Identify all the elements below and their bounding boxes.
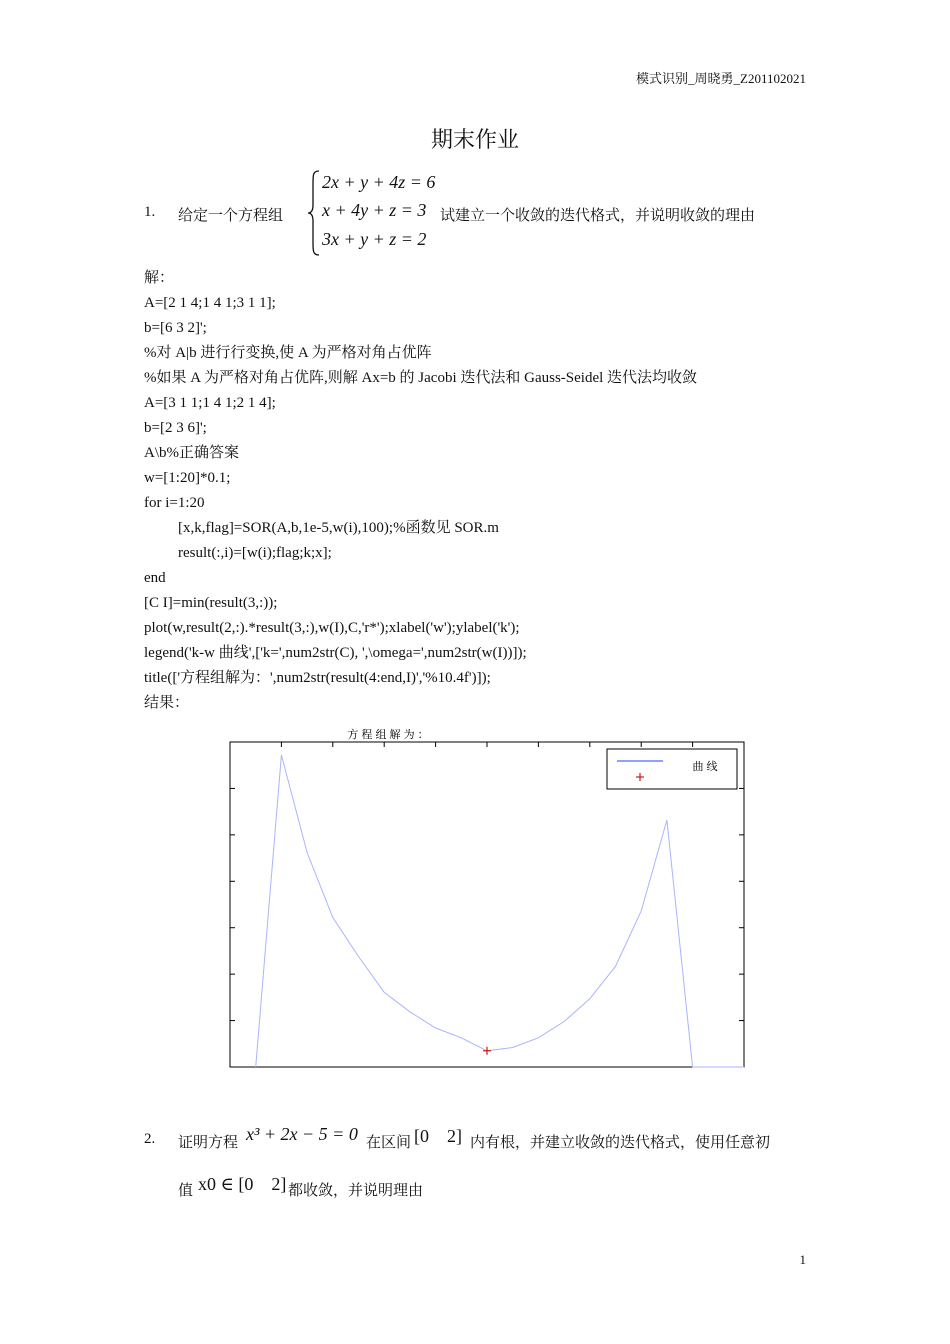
series-line (256, 755, 744, 1067)
code-line: A\b%正确答案 (144, 445, 239, 461)
question-2-number: 2. (144, 1131, 156, 1147)
code-line: result(:,i)=[w(i);flag;k;x]; (178, 545, 332, 561)
code-line: b=[2 3 6]'; (144, 420, 207, 436)
equation-brace (307, 169, 321, 257)
question-2-equation: x³ + 2x − 5 = 0 (246, 1124, 358, 1144)
code-line: for i=1:20 (144, 495, 205, 511)
code-line: [x,k,flag]=SOR(A,b,1e-5,w(i),100);%函数见 SOR.m (178, 520, 499, 536)
chart-title: 方 程 组 解 为 ： (347, 729, 429, 741)
question-2-lead: 证明方程 (178, 1135, 239, 1151)
legend-label: 曲 线 (692, 761, 718, 773)
question-2-post: 内有根，并建立收敛的迭代格式，使用任意初 (470, 1135, 771, 1151)
code-line: legend('k-w 曲线',['k=',num2str(C), ',\omega=',num2str(w(I))]); (144, 645, 527, 661)
result-chart (228, 720, 748, 1076)
result-label: 结果： (144, 695, 190, 711)
code-line: title(['方程组解为：',num2str(result(4:end,I)','%10.4f')]); (144, 670, 491, 686)
question-2-mid: 在区间 (366, 1135, 412, 1151)
equation-1: 2x + y + 4z = 6 (322, 172, 436, 192)
question-1-number: 1. (144, 204, 156, 220)
question-2-line2-pre: 值 (178, 1183, 194, 1199)
question-2-interval: [0 2] (414, 1126, 462, 1146)
question-1-tail: 试建立一个收敛的迭代格式，并说明收敛的理由 (440, 208, 756, 224)
equation-2: x + 4y + z = 3 (322, 200, 427, 220)
equation-3: 3x + y + z = 2 (322, 229, 427, 249)
question-1-lead: 给定一个方程组 (178, 208, 284, 224)
page-number: 1 (799, 1252, 806, 1267)
code-line: A=[3 1 1;1 4 1;2 1 4]; (144, 395, 276, 411)
page-header: 模式识别_周晓勇_Z201102021 (636, 71, 806, 86)
page-title: 期末作业 (430, 127, 519, 152)
code-line: plot(w,result(2,:).*result(3,:),w(I),C,'r*');xlabel('w');ylabel('k'); (144, 620, 520, 636)
question-2-line2-post: 都收敛，并说明理由 (288, 1183, 424, 1199)
code-line: [C I]=min(result(3,:)); (144, 595, 278, 611)
code-line: end (144, 570, 166, 586)
code-line: %如果 A 为严格对角占优阵,则解 Ax=b 的 Jacobi 迭代法和 Gauss-Seidel 迭代法均收敛 (144, 370, 698, 386)
solution-label: 解： (144, 270, 175, 286)
code-line: A=[2 1 4;1 4 1;3 1 1]; (144, 295, 276, 311)
chart-frame (230, 742, 744, 1067)
question-2-initial-value: x0 ∈ [0 2] (198, 1174, 287, 1194)
code-line: b=[6 3 2]'; (144, 320, 207, 336)
code-line: %对 A|b 进行行变换,使 A 为严格对角占优阵 (144, 345, 432, 361)
code-line: w=[1:20]*0.1; (144, 470, 231, 486)
